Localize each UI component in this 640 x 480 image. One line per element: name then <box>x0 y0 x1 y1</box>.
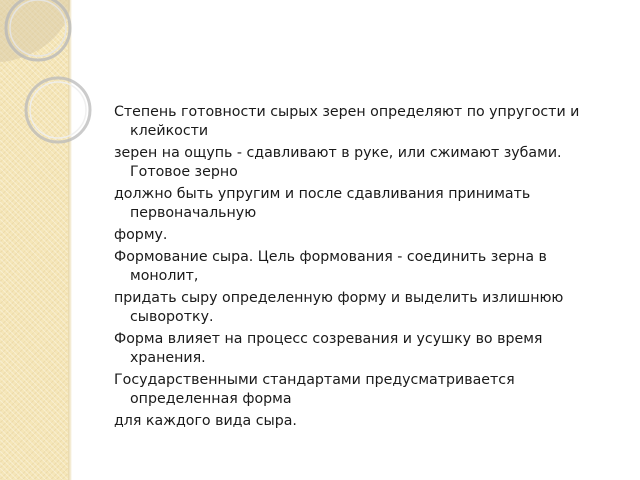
decorative-rings <box>0 0 100 170</box>
paragraph: зерен на ощупь - сдавливают в руке, или сжимают зубами. Готовое зерно <box>114 145 562 180</box>
small-ring-inner <box>30 82 86 138</box>
slide-text-body <box>114 103 604 434</box>
paragraph: для каждого вида сыра. <box>114 413 297 429</box>
paragraph: Степень готовности сырых зерен определяют по упругости и клейкости <box>114 104 580 139</box>
paragraph: должно быть упругим и после сдавливания принимать первоначальную <box>114 186 531 221</box>
paragraph: Форма влияет на процесс созревания и усушку во время хранения. <box>114 331 543 366</box>
small-ring <box>26 78 90 142</box>
paragraph: форму. <box>114 227 168 243</box>
paragraph: придать сыру определенную форму и выделить излишнюю сыворотку. <box>114 290 564 325</box>
paragraph: Государственными стандартами предусматривается определенная форма <box>114 372 515 407</box>
paragraph: Формование сыра. Цель формования - соединить зерна в монолит, <box>114 249 547 284</box>
